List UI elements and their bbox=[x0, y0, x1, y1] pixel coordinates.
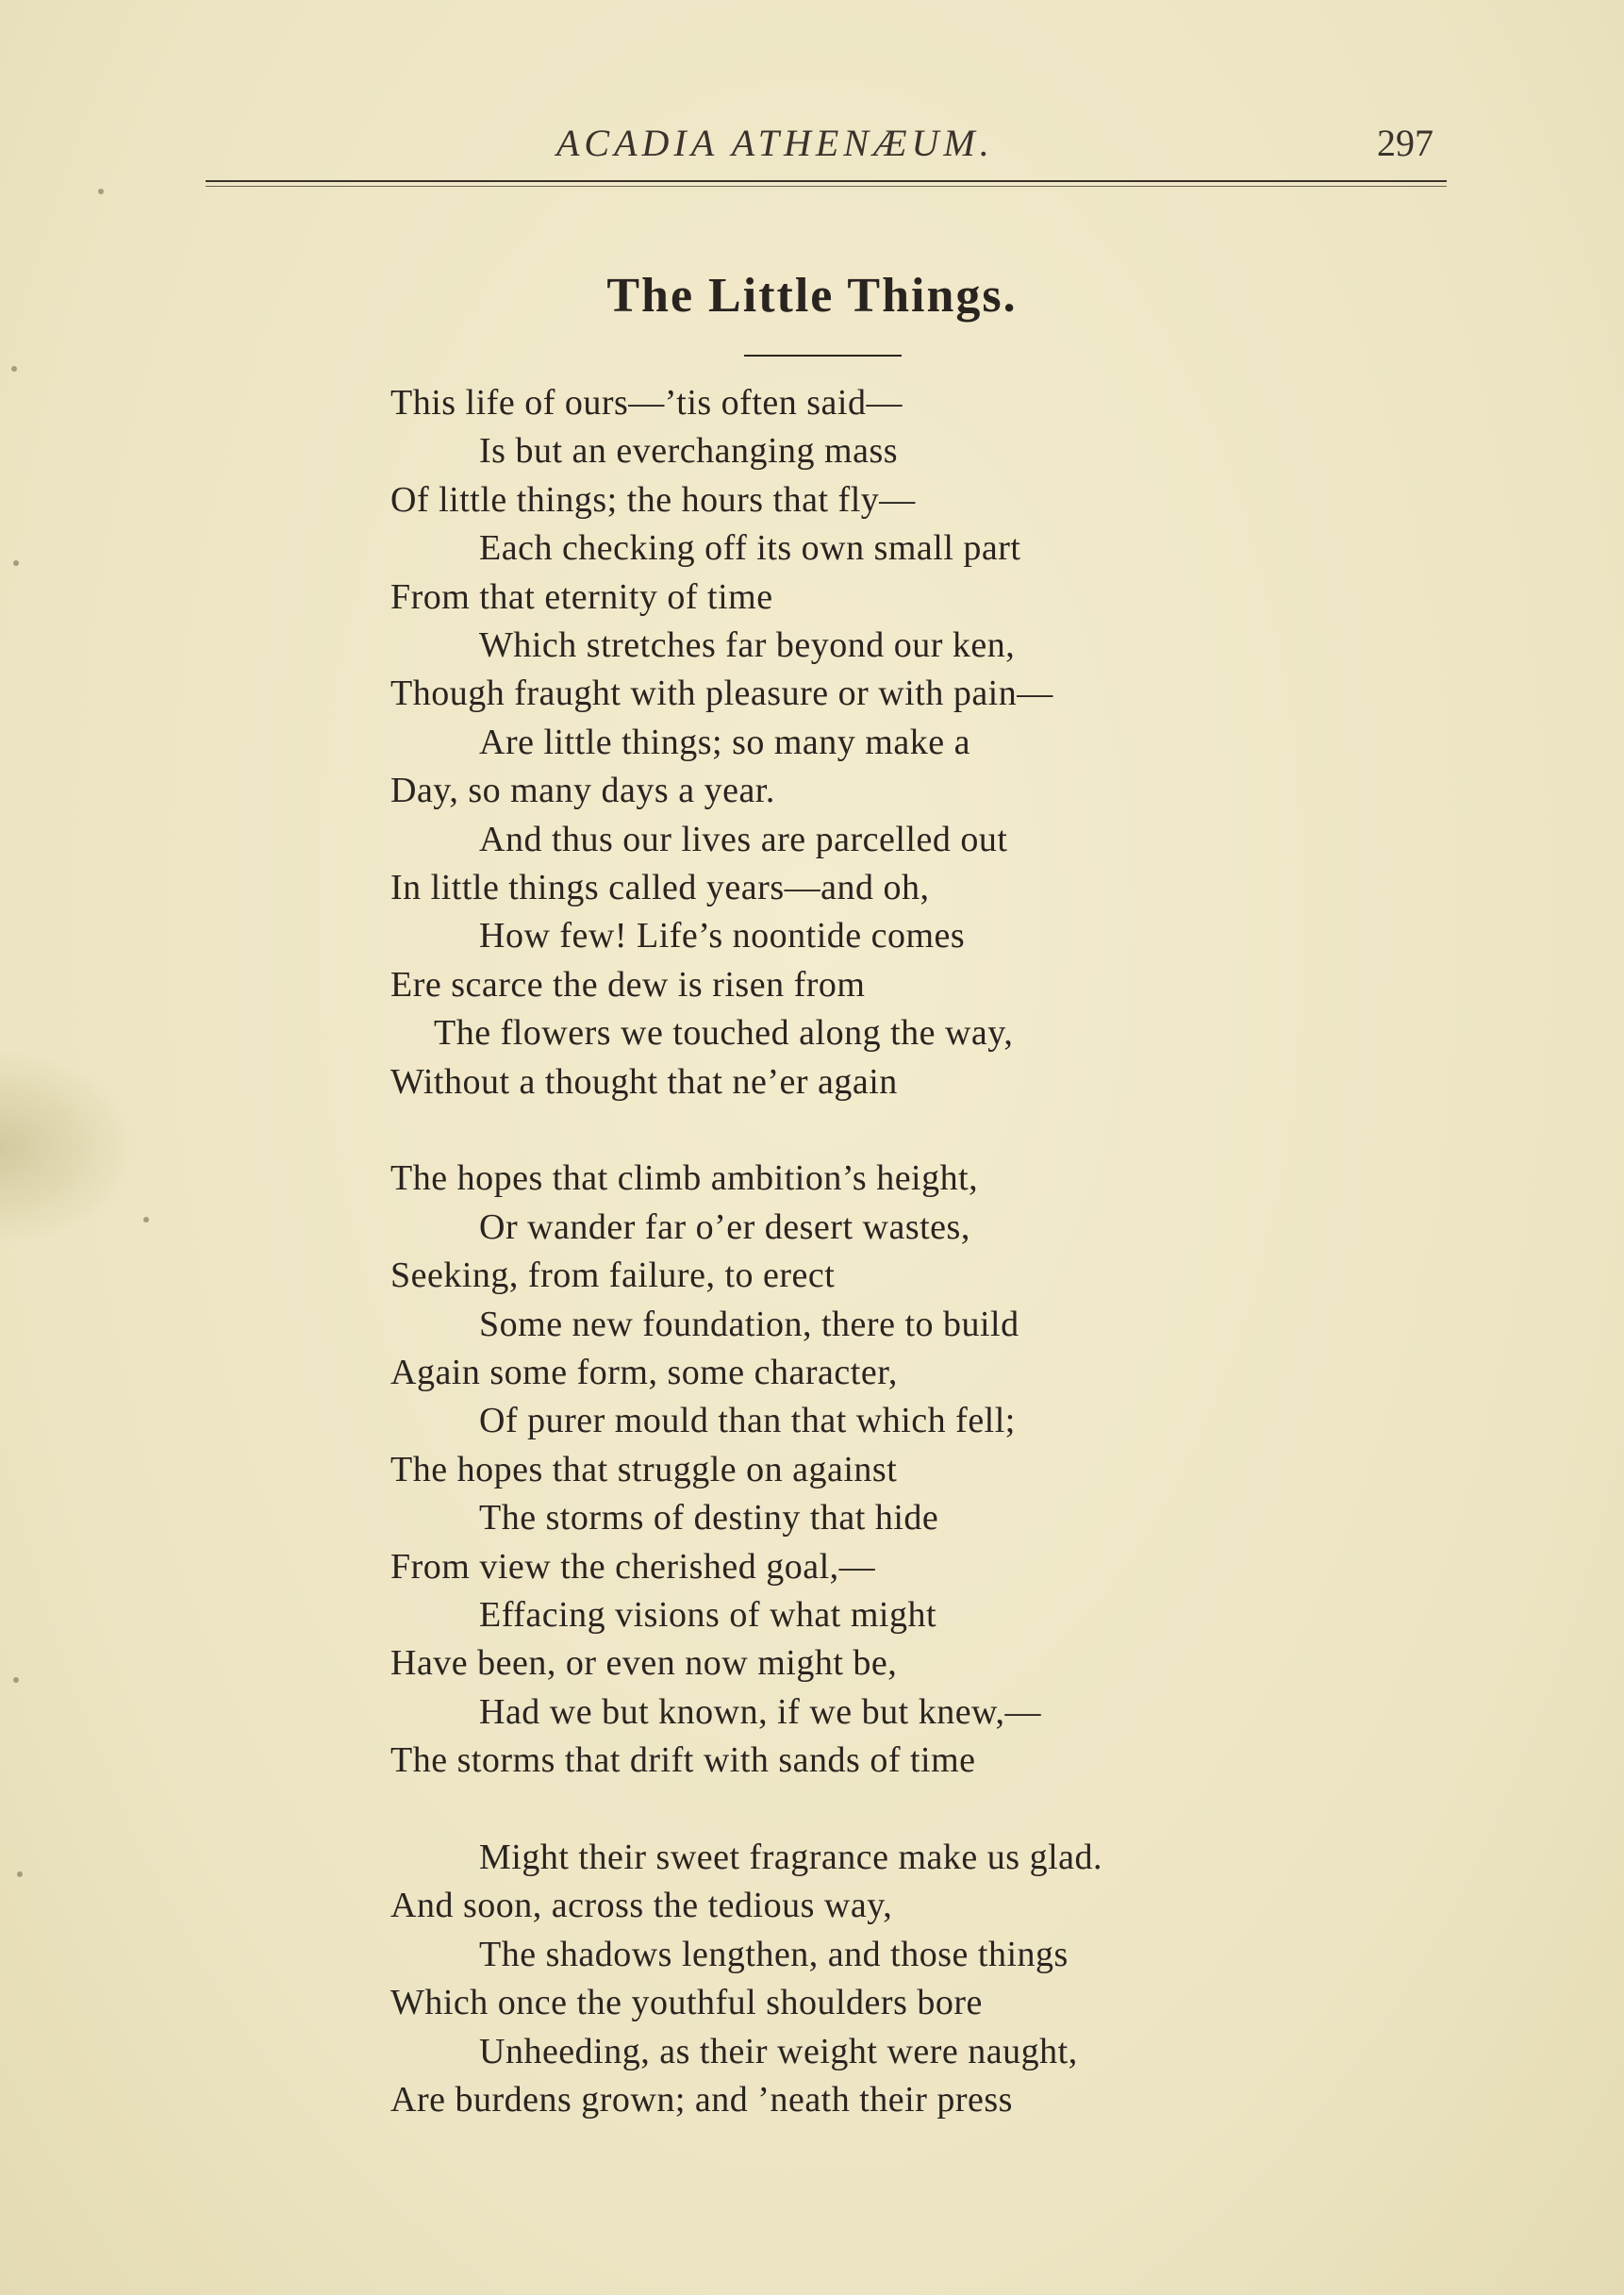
poem-line: And soon, across the tedious way, bbox=[390, 1886, 893, 1926]
poem-line: The storms that drift with sands of time bbox=[390, 1740, 976, 1781]
poem-line: Or wander far o’er desert wastes, bbox=[479, 1206, 970, 1247]
poem-line: Which stretches far beyond our ken, bbox=[479, 625, 1016, 665]
poem-line: How few! Life’s noontide comes bbox=[479, 916, 966, 956]
margin-speck bbox=[98, 189, 104, 194]
poem-line: Again some form, some character, bbox=[390, 1353, 898, 1392]
poem-line: Had we but known, if we but knew,— bbox=[479, 1691, 1042, 1732]
running-head: ACADIA ATHENÆUM. bbox=[556, 122, 994, 164]
margin-speck bbox=[13, 1677, 19, 1683]
poem-line: And thus our lives are parcelled out bbox=[479, 819, 1008, 859]
poem-line: Without a thought that ne’er again bbox=[390, 1061, 898, 1102]
margin-speck bbox=[13, 560, 19, 566]
poem-line: This life of ours—’tis often said— bbox=[390, 383, 903, 423]
poem-line: Each checking off its own small part bbox=[479, 528, 1021, 569]
margin-speck bbox=[143, 1217, 149, 1222]
poem-line: Is but an everchanging mass bbox=[479, 431, 899, 472]
article-title: The Little Things. bbox=[606, 269, 1018, 323]
header-rule bbox=[206, 180, 1447, 182]
poem-line: Of little things; the hours that fly— bbox=[390, 479, 916, 520]
title-rule bbox=[744, 355, 902, 357]
poem-line: Effacing visions of what might bbox=[479, 1595, 937, 1635]
poem-line: Ere scarce the dew is risen from bbox=[390, 964, 866, 1005]
margin-speck bbox=[11, 366, 17, 372]
poem-line: Of purer mould than that which fell; bbox=[479, 1401, 1016, 1441]
poem-line: Day, so many days a year. bbox=[390, 771, 775, 811]
poem-line: From view the cherished goal,— bbox=[390, 1546, 876, 1587]
poem-line: The hopes that climb ambition’s height, bbox=[390, 1158, 979, 1199]
poem-line: Have been, or even now might be, bbox=[390, 1643, 898, 1684]
poem-line: In little things called years—and oh, bbox=[390, 868, 930, 907]
poem-line: Are little things; so many make a bbox=[479, 722, 970, 762]
poem-line: Which once the youthful shoulders bore bbox=[390, 1983, 983, 2023]
poem-line: Are burdens grown; and ’neath their press bbox=[390, 2080, 1013, 2120]
page-number: 297 bbox=[1377, 122, 1433, 164]
header-rule-thin bbox=[206, 186, 1447, 187]
poem-line: The flowers we touched along the way, bbox=[434, 1013, 1014, 1054]
poem-line: Some new foundation, there to build bbox=[479, 1304, 1019, 1344]
poem-line: The storms of destiny that hide bbox=[479, 1498, 939, 1538]
poem-line: Though fraught with pleasure or with pain— bbox=[390, 674, 1053, 714]
poem-line: The shadows lengthen, and those things bbox=[479, 1934, 1069, 1974]
poem-line: Unheeding, as their weight were naught, bbox=[479, 2031, 1078, 2071]
poem-line: Might their sweet fragrance make us glad. bbox=[479, 1838, 1102, 1877]
poem-line: From that eternity of time bbox=[390, 576, 773, 617]
poem-line: Seeking, from failure, to erect bbox=[390, 1256, 836, 1296]
poem-line: The hopes that struggle on against bbox=[390, 1449, 898, 1489]
margin-speck bbox=[17, 1871, 23, 1877]
